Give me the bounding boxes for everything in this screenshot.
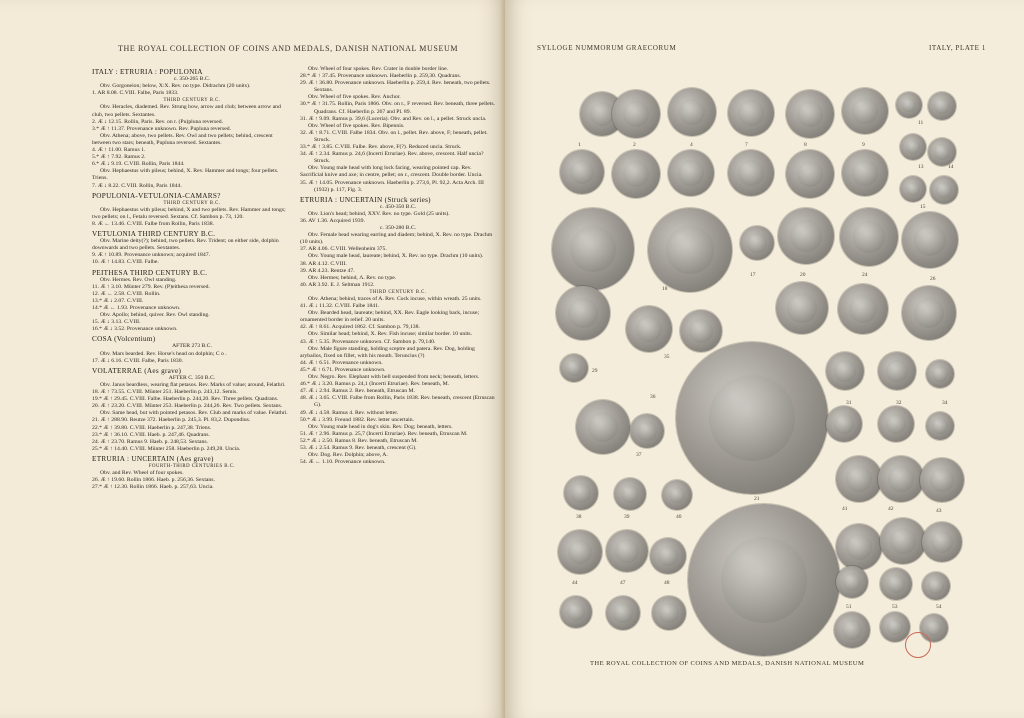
section-heading: VETULONIA THIRD CENTURY B.C. [92,230,216,239]
coin-image [838,284,888,334]
coin-image [902,212,958,268]
catalogue-entry: 53. Æ ↓ 2.54. Ramus 9. Rev. beneath, crescent (G). [300,444,417,451]
coin-image [728,90,774,136]
catalogue-text: Obv. Similar head; behind, X. Rev. Fish incuse; similar border. 10 units. [308,331,473,338]
plate-number: 4 [690,142,693,148]
section-heading: ITALY : ETRURIA : POPULONIA [92,68,203,76]
plate-number: 8 [804,142,807,148]
coin-image [778,208,834,264]
catalogue-text: Obv. Heracles, diademed. Rev. Strung bow, arrow and club; between arrow and club, two pellets. Sextantes. [92,104,281,118]
plate-number: 34 [942,400,948,406]
coin-image [880,612,910,642]
coin-image [836,524,882,570]
catalogue-text: Obv. Athena; above, two pellets. Rev. Owl and two pellets; behind, crescent between two stars; beneath, Pupluna reversed. Sextantes. [92,132,273,146]
catalogue-entry: 46.* Æ ↓ 3.20. Ramus p. 24,1 (Incerti Etruriae). Rev. beneath, M. [300,381,450,388]
coin-image [902,286,956,340]
coin-image [880,518,926,564]
catalogue-text: AFTER 273 B.C. [172,343,212,350]
plate-number: 36 [650,394,656,400]
plate-number: 11 [918,120,924,126]
section-heading: POPULONIA-VETULONIA-CAMARS? [92,191,221,200]
catalogue-entry: 29. Æ ↑ 36.80. Provenance unknown. Haeberlin p. 259,4. Rev. beneath, two pellets. Sextans. [300,80,491,94]
coin-image [878,352,916,390]
catalogue-entry: 11. Æ ↑ 3.10. Münter 279. Rev. (P)eithesa reversed. [92,283,210,290]
coin-image [630,414,664,448]
catalogue-entry: 52.* Æ ↓ 2.50. Ramus 8. Rev. beneath, Etruscan M. [300,437,418,444]
catalogue-text: Obv. Negro. Rev. Elephant with bell suspended from neck; beneath, letters. [308,374,480,381]
catalogue-text: Obv. and Rev. Wheel of four spokes. [100,470,184,477]
section-heading: VOLATERRAE (Aes grave) [92,366,182,375]
library-stamp [905,632,931,658]
catalogue-entry: 43. Æ ↑ 5.35. Provenance unknown. Cf. Sambon p. 79,140. [300,338,436,345]
coin-image [576,400,630,454]
coin-image [740,226,774,260]
catalogue-entry: 14.* Æ ← 1.93. Provenance unknown. [92,305,181,311]
plate-number: 14 [948,164,954,170]
catalogue-entry: 20. Æ ↑ 23.20. C.VIII. Münter 253. Haeberlin p. 244,26. Rev. Two pellets. Sextans. [92,403,283,410]
plate-number: 15 [920,204,926,210]
catalogue-entry: 32. Æ ↑ 8.71. C.VIII. Falbe 1834. Obv. on l., pellet. Rev. above, F; beneath, pellet. Struck. [300,129,488,143]
coin-image [922,522,962,562]
plate-number: 32 [896,400,902,406]
catalogue-entry: 34. Æ ↑ 2.34. Ramus p. 24,6 (Incerti Etruriae). Rev. above, crescent. Half uncia? Struck. [300,151,484,165]
catalogue-entry: 10. Æ ↑ 14.83. C.VIII. Falbe. [92,259,159,266]
catalogue-text: Obv. Young male head with long lock facing, wearing pointed cap. Rev. Sacrificial knive and axe; in centre, pellet; on r., crescent. Double border. Uncia. [300,165,483,179]
coin-image [826,406,862,442]
section-heading: COSA (Volcentium) [92,335,156,344]
coin-image [556,286,610,340]
section-heading: ETRURIA : UNCERTAIN (Struck series) [300,195,431,204]
coin-image [900,176,926,202]
coin-image [668,150,714,196]
coin-image [836,566,868,598]
coin-image [560,354,588,382]
catalogue-entry: 48. Æ ↓ 3.65. C.VIII. Falbe from Rollin, Paris 1838. Rev. beneath, crescent (Etruscan G). [300,395,495,409]
coin-image [626,306,672,352]
catalogue-text: AFTER C. 350 B.C. [168,374,216,381]
coin-image [612,90,660,138]
coin-image [786,150,834,198]
plate-number: 1 [578,142,581,148]
plate-header-right: ITALY, PLATE 1 [929,44,986,52]
plate-number: 29 [592,368,598,374]
coin-image [926,412,954,440]
coin-image [926,360,954,388]
catalogue-text: THIRD CENTURY B.C. [163,98,221,104]
catalogue-entry: 17. Æ ↓ 6.16. C.VIII. Falbe, Paris 1830. [92,357,183,364]
coin-image [560,596,592,628]
catalogue-text: c. 350-265 B.C. [173,76,211,83]
plate-number: 44 [572,580,578,586]
plate-number: 21 [754,496,760,502]
coin-image [878,406,914,442]
catalogue-text: Obv. Female head wearing earring and diadem; behind, X. Rev. no type. Drachm (10 units). [300,232,493,246]
catalogue-text: Obv. Mars bearded. Rev. Horse's head on dolphin; C o . [100,350,227,357]
plate-number: 24 [862,272,868,278]
coin-image [652,596,686,630]
coin-image [650,538,686,574]
left-page [0,0,505,718]
coin-image [896,92,922,118]
coin-image [564,476,598,510]
catalogue-entry: 44. Æ ↑ 6.51. Provenance unknown. [300,359,383,366]
plate-number: 40 [676,514,682,520]
plate-number: 48 [664,580,670,586]
plate-number: 47 [620,580,626,586]
catalogue-entry: 49. Æ ↓ 4.58. Ramus 4. Rev. without letter. [300,409,399,416]
plate-number: 54 [936,604,942,610]
catalogue-entry: 19.* Æ ↑ 29.45. C.VIII. Falbe. Haeberlin p. 244,20. Rev. Three pellets. Quadrans. [92,396,279,403]
coin-image [836,456,882,502]
catalogue-entry: 26. Æ ↑ 19.60. Rollin 1866. Haeb. p. 256,36. Sextans. [92,477,215,484]
catalogue-entry: 23.* Æ ↑ 36.10. C.VIII. Haeb. p. 247,46. Quadrans. [92,431,210,438]
coin-image [880,568,912,600]
section-heading: PEITHESA THIRD CENTURY B.C. [92,268,208,277]
catalogue-entry: 38. AR 4.12. C.VIII. [300,260,347,267]
catalogue-text: Obv. Marine deity(?); behind, two pellets. Rev. Trident; on either side, dolphin downwards and two pellets. Sextantes. [92,238,279,252]
catalogue-entry: 5.* Æ ↑ 7.92. Ramus 2. [92,154,146,161]
coin-image [648,208,732,292]
coin-image [840,208,898,266]
running-head: THE ROYAL COLLECTION OF COINS AND MEDALS, DANISH NATIONAL MUSEUM [118,44,459,53]
catalogue-text: Obv. Gorgoneion; below, X:X. Rev. no type. Didrachm (20 units). [100,83,251,90]
catalogue-text: Obv. Hermes; behind, Λ. Rev. no type. [308,274,397,281]
plate-number: 37 [636,452,642,458]
coin-image [900,134,926,160]
catalogue-entry: 47. Æ ↓ 2.94. Ramus 2. Rev. beneath, Etruscan M. [300,388,415,395]
catalogue-entry: 35. Æ ↑ 14.05. Provenance unknown. Haeberlin p. 273,6, Pl. 92,2. Acta Arch. III (1932) p. 117, Fig. 3. [300,179,484,193]
coin-image [558,530,602,574]
coin-image [842,88,888,134]
catalogue-text: Obv. Bearded head, laureate; behind, XX. Rev. Eagle looking back, incuse; ornamented border in relief. 20 units. [300,310,480,324]
plate-number: 31 [846,400,852,406]
catalogue-text: Obv. Wheel of five spokes. Rev. Bipennis. [308,122,405,129]
catalogue-entry: 6.* Æ ↓ 9.19. C.VIII. Rollin, Paris 1844. [92,161,185,168]
coin-image [606,530,648,572]
catalogue-text: Obv. Hephaestus with pileus; behind, X. Rev. Hammer and tongs; four pellets. Triens. [92,168,279,182]
catalogue-text: Obv. Apollo; behind, quiver. Rev. Owl standing. [100,312,210,319]
plate-number: 53 [892,604,898,610]
plate-number: 35 [664,354,670,360]
catalogue-text: THIRD CENTURY B.C. [369,289,427,295]
plate-number: 42 [888,506,894,512]
catalogue-entry: 2. Æ ↓ 12.15. Rollin, Paris. Rev. on r. (Pu)pluna reversed. [92,118,224,125]
coin-image [552,208,634,290]
plate-number: 17 [750,272,756,278]
catalogue-text: Obv. Wheel of four spokes. Rev. Crater in double border line. [308,66,449,72]
catalogue-entry: 13.* Æ ↓ 2.07. C.VIII. [92,297,144,304]
catalogue-entry: 50.* Æ ↓ 3.99. Freund 1882. Rev. letter uncertain. [300,416,414,423]
coin-image [668,88,716,136]
coin-image [922,572,950,600]
coin-image [920,458,964,502]
catalogue-entry: 39. AR 4.23. Rentze 47. [300,267,355,274]
plate-number: 9 [862,142,865,148]
plate-number: 20 [800,272,806,278]
catalogue-entry: 9. Æ ↑ 10.89. Provenance unknown; acquired 1847. [92,252,210,259]
coin-image [928,138,956,166]
catalogue-entry: 40. AR 3.92. E. J. Seltman 1912. [300,281,375,288]
catalogue-entry: 51. Æ ↑ 2.96. Ramus p. 25,7 (Incerti Etruriae). Rev. beneath, Etruscan M. [300,430,468,437]
catalogue-entry: 15. Æ ↓ 3.13. C.VIII. [92,319,141,326]
catalogue-entry: 3.* Æ ↑ 11.37. Provenance unknown. Rev. Pupluna reversed. [92,125,232,132]
catalogue-entry: 4. Æ ↑ 11.00. Ramus 1. [92,147,146,154]
catalogue-text: Obv. Wheel of five spokes. Rev. Anchor. [308,94,401,101]
catalogue-entry: 36. AV 1.36. Acquired 1939. [300,217,365,224]
plate-number: 41 [842,506,848,512]
catalogue-text: THIRD CENTURY B.C. [163,200,221,206]
plate-header-left: SYLLOGE NUMMORUM GRAECORUM [537,44,677,52]
catalogue-entry: 7. Æ ↓ 8.22. C.VIII. Rollin, Paris 1844. [92,182,182,189]
catalogue-text: c. 350-280 B.C. [379,225,417,232]
coin-image [614,478,646,510]
catalogue-entry: 12. Æ ← 2.58. C.VIII. Rollin. [92,290,161,297]
catalogue-entry: 45.* Æ ↑ 6.71. Provenance unknown. [300,366,386,373]
catalogue-entry: 37. AR 4.06. C.VIII. Wellenheim 375. [300,246,387,253]
coin-image [606,596,640,630]
coin-image [612,150,660,198]
catalogue-entry: 27.* Æ ↑ 12.30. Rollin 1866. Haeb. p. 257,63. Uncia. [92,484,214,491]
plate-number: 18 [662,286,668,292]
catalogue-entry: 33.* Æ ↑ 3.85. C.VIII. Falbe. Rev. above, F(?). Reduced uncia. Struck. [300,144,462,151]
catalogue-entry: 54. Æ ← 1.10. Provenance unknown. [300,459,386,466]
catalogue-entry: 25.* Æ ↑ 14.40. C.VIII. Münter 258. Haeberlin p. 249,28. Uncia. [92,445,241,452]
coin-image [676,342,828,494]
catalogue-text: Obv. Male figure standing, holding sceptre and patera. Rev. Dog, holding arybailos, fixed on fillet, with his mouth. Teruncius (?) [300,345,475,359]
catalogue-text: Obv. Hephaestus with pileus; behind, X and two pellets. Rev. Hammer and tongs; two pellets; on l., Fetalu reversed. Sextans. Cf. Sambon p. 73, 120. [92,206,286,220]
catalogue-entry: 18. Æ ↑ 73.55. C.VIII. Münter 251. Haeberlin p. 243,12. Semis. [92,389,238,396]
coin-image [826,352,864,390]
coin-image [786,90,834,138]
coin-image [728,150,774,196]
catalogue-entry: 31. Æ ↑ 9.09. Ramus p. 39,6 (Luceria). Obv. and Rev. on l., a pellet. Struck uncia. [300,115,487,122]
catalogue-text: FOURTH-THIRD CENTURIES B.C. [148,463,236,469]
catalogue-entry: 24. Æ ↑ 23.70. Ramus 9. Haeb. p. 248,53. Sextans. [92,438,208,445]
catalogue-column-2 [300,66,496,466]
catalogue-entry: 16.* Æ ↓ 3.52. Provenance unknown. [92,326,178,333]
catalogue-entry: 21. Æ ↑ 288.90. Reutze 372. Haeberlin p. 245,3. Pl. 83,2. Dupondius. [92,417,251,424]
plate-number: 7 [745,142,748,148]
catalogue-text: Obv. Young male head, laureate; behind, X. Rev. no type. Drachm (10 units). [308,253,484,260]
catalogue-text: Obv. Dog. Rev. Dolphin; above, A. [308,452,388,459]
section-heading: ETRURIA : UNCERTAIN (Aes grave) [92,454,214,463]
catalogue-text: Obv. Lion's head; behind, XXV. Rev. no type. Gold (25 units). [308,210,450,217]
catalogue-entry: 28.* Æ ↑ 37.45. Provenance unknown. Haeberlin p. 259,30. Quadrans. [300,73,461,80]
plate-number: 2 [633,142,636,148]
catalogue-entry: 41. Æ ↓ 11.32. C.VIII. Falbe 1841. [300,303,380,310]
coin-image [834,612,870,648]
coin-image [662,480,692,510]
plate-number: 51 [846,604,852,610]
catalogue-text: Obv. Janus beardless, wearing flat petasos. Rev. Marks of value; around, Felathri. [100,381,286,388]
coin-image [930,176,958,204]
catalogue-text: Obv. Athena; behind, traces of A. Rev. Cock incuse, within wreath. 25 units. [308,296,482,302]
catalogue-entry: 8. Æ ← 13.46. C.VIII. Falbe from Rollin, Paris 1838. [92,220,214,227]
plate-number: 39 [624,514,630,520]
plate-number: 38 [576,514,582,520]
coin-image [680,310,722,352]
plate-number: 26 [930,276,936,282]
plate-number: 13 [918,164,924,170]
coin-image [878,456,924,502]
catalogue-text: Obv. Young male head in dog's skin. Rev. Dog; beneath, letters. [308,423,453,430]
coin-image [776,282,828,334]
catalogue-text: c. 450-350 B.C. [379,203,417,210]
catalogue-text: Obv. Same head, but with pointed petasos. Rev. Club and marks of value. Felathri. [100,410,288,417]
coin-image [842,150,888,196]
plate-number: 43 [936,508,942,514]
catalogue-entry: 30.* Æ ↑ 31.75. Rollin, Paris 1866. Obv. on r., F reversed. Rev. beneath, three pellets. Quadrans. Cf. Haeberlin p. 267 and Pl. 89. [300,101,495,115]
coin-image [560,150,604,194]
catalogue-entry: 22.* Æ ↑ 39.80. C.VIII. Haeberlin p. 247,38. Triens. [92,424,212,431]
catalogue-entry: 42. Æ ↑ 8.61. Acquired 1862. Cf. Sambon p. 79,138. [300,324,420,331]
catalogue-column-1 [92,66,292,491]
plate-footer: THE ROYAL COLLECTION OF COINS AND MEDALS, DANISH NATIONAL MUSEUM [590,660,865,667]
catalogue-entry: 1. AR 8.08. C.VIII. Falbe, Paris 1833. [92,90,179,97]
catalogue-text: Obv. Hermes. Rev. Owl standing. [100,276,177,283]
coin-image [928,92,956,120]
coin-image [688,504,840,656]
